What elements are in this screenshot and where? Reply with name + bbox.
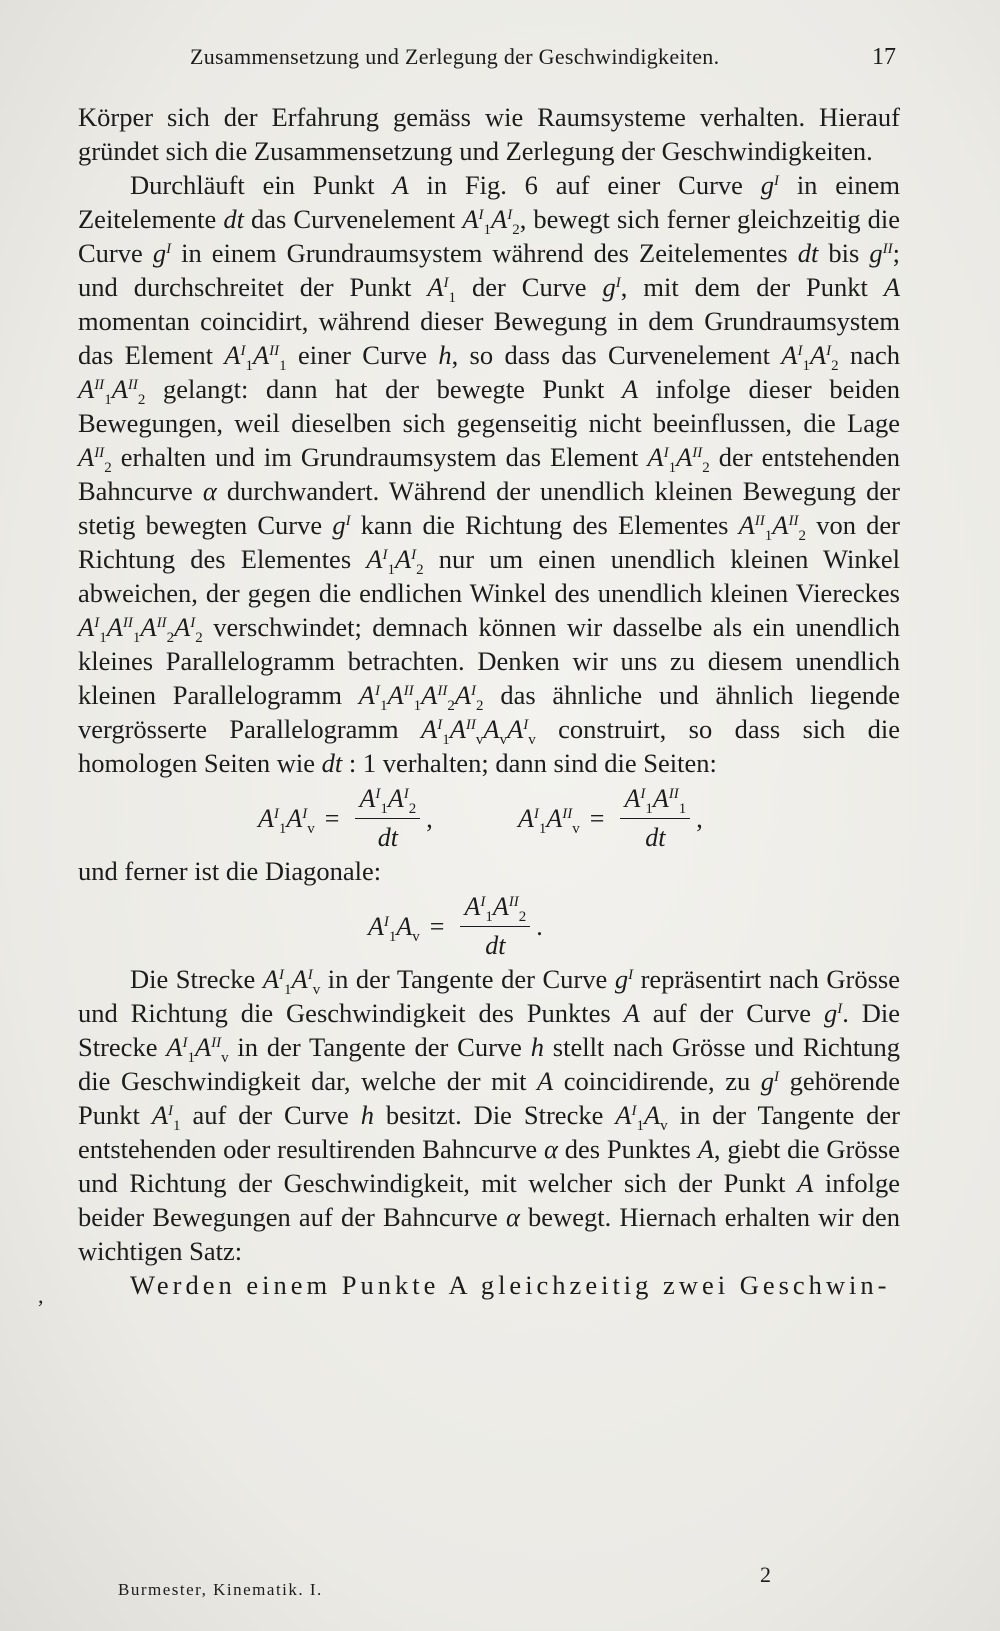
body-text [78,100,900,1302]
printer-signature: Burmester, Kinematik. I. [118,1580,323,1599]
running-head: Zusammensetzung und Zerlegung der Geschwindigkeiten. [190,44,720,69]
stray-mark: , [38,1283,44,1308]
formula-diagonal-expr: $A^I_1A_v$ = $\frac{A^I_1A^{II}_2}{dt}$ . [368,892,543,960]
formula-side-2: $A^I_1A^{II}_v$ = $\frac{A^I_1A^{II}_1}{dt}$ , [518,784,703,852]
paragraph-3: Die Strecke $A^I_1A^I_v$ in der Tangente der Curve $g^I$ repräsentirt nach Grösse und Richtung die Geschwindigkeit des Punktes A auf der Curve $g^I$. Die Strecke $A^I_1A^{II}_v$ in der Tangente der Curve h stellt nach Grösse und Richtung die Geschwindigkeit dar, welche der mit A coincidirende, zu $g^I$ gehörende Punkt $A^I_1$ auf der Curve h besitzt. Die Strecke $A^I_1A_v$ in der Tangente der entstehenden oder resultirenden Bahncurve α des Punktes A, giebt die Grösse und Richtung der Geschwindigkeit, mit welcher sich der Punkt A infolge beider Bewegungen auf der Bahncurve α bewegt. Hiernach erhalten wir den wichtigen Satz: [78,964,901,1266]
signature-mark: 2 [760,1562,771,1587]
satz-start: Werden einem Punkte A gleichzeitig zwei Geschwin- [130,1270,891,1300]
page-number: 17 [872,44,896,70]
formula-diagonal [78,890,900,960]
paragraph-1: Körper sich der Erfahrung gemäss wie Raumsysteme verhalten. Hierauf gründet sich die Zusammensetzung und Zerlegung der Geschwindigkeiten. [78,102,900,166]
diagonal-intro: und ferner ist die Diagonale: [78,856,382,886]
formula-sides [78,782,900,852]
paragraph-2: Durchläuft ein Punkt A in Fig. 6 auf einer Curve $g^I$ in einem Zeitelemente dt das Curvenelement $A^I_1A^I_2$, bewegt sich ferner gleichzeitig die Curve $g^I$ in einem Grundraumsystem während des Zeitelementes dt bis $g^{II}$; und durchschreitet der Punkt $A^I_1$ der Curve $g^I$, mit dem der Punkt A momentan coincidirt, während dieser Bewegung in dem Grundraumsystem das Element $A^I_1A^{II}_1$ einer Curve h, so dass das Curvenelement $A^I_1A^I_2$ nach $A^{II}_1A^{II}_2$ gelangt: dann hat der bewegte Punkt A infolge dieser beiden Bewegungen, weil dieselben sich gegenseitig nicht beeinflussen, die Lage $A^{II}_2$ erhalten und im Grundraumsystem das Element $A^I_1A^{II}_2$ der entstehenden Bahncurve α durchwandert. Während der unendlich kleinen Bewegung der stetig bewegten Curve $g^I$ kann die Richtung des Elementes $A^{II}_1A^{II}_2$ von der Richtung des Elementes $A^I_1A^I_2$ nur um einen unendlich kleinen Winkel abweichen, der gegen die endlichen Winkel des unendlich kleinen Viereckes $A^I_1A^{II}_1A^{II}_2A^I_2$ verschwindet; demnach können wir dasselbe als ein unendlich kleines Parallelogramm betrachten. Denken wir uns zu diesem unendlich kleinen Parallelogramm $A^I_1A^{II}_1A^{II}_2A^I_2$ das ähnliche und ähnlich liegende vergrösserte Parallelogramm $A^I_1A^{II}_vA_vA^I_v$ construirt, so dass sich die homologen Seiten wie dt : 1 verhalten; dann sind die Seiten: [78,170,900,778]
formula-side-1: $A^I_1A^I_v$ = $\frac{A^I_1A^I_2}{dt}$ , [258,784,433,852]
